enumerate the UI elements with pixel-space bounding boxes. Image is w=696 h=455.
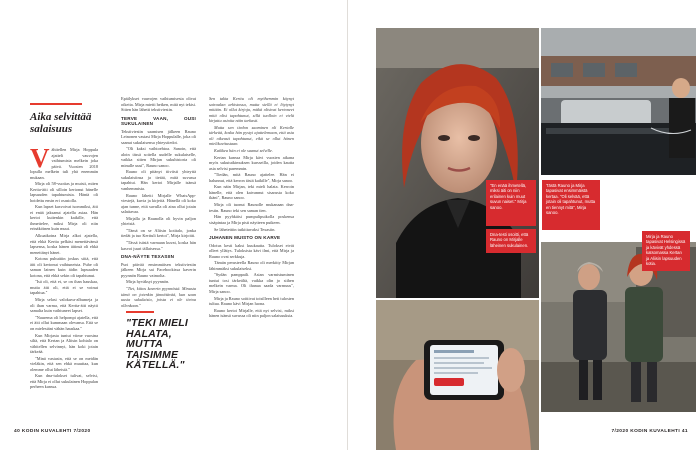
body-paragraph: Rauno kertoi Mirjalle, että nyt selvisi, miksi hänen isänsä suvussa oli niin paljon salaisuuksia.: [209, 307, 294, 319]
left-page: [0, 0, 348, 450]
body-paragraph: Mutta sen tiedon saaminen oli Kertalle tärkeää, koska hän pystyi ajattelemaan, että asia oli oikeasti tapahtunut, eikä se ollut hänen mielikuvitustaan.: [209, 124, 294, 147]
body-paragraph: Mirja hyväksyi pyynnön.: [126, 279, 170, 285]
body-paragraph: "Tiedän, mitä Rauno ajattelee. Hän ei halunnut, että kerron tästä kaikille", Mirja sanoo.: [209, 172, 294, 183]
body-paragraph: Kun Mirjasta tuntui viime vuosina siltä, että Kertan ja Aliisin kohtalo on vähitellen selvinnyt, hän koki jotain tärkeää.: [30, 332, 98, 354]
body-paragraph: Tekstiviestin saamisen jälkeen Rauno Leinonen vastasi Mirja Hoppulalle, joka oli saanut sukulaisensa yhteystiedot.: [121, 128, 196, 145]
column-1: [30, 143, 98, 391]
body-paragraph: Mirjalla ja Raunolla oli hyvin paljon yhteistä.: [121, 215, 196, 227]
pullquote-rule: [126, 311, 154, 313]
car-photo: [541, 28, 696, 175]
body-paragraph: Mirja selasi valokuva-albumeja ja oli ihan varma, että Kertta-äiti näytti samalta kuin vaihtuneet lapset.: [30, 297, 98, 314]
kicker-headline: Aika selvittää salaisuus: [30, 111, 92, 135]
page-folio-left: 40 KODIN KUVALEHTI 7/2020: [14, 429, 91, 434]
column-3: [209, 96, 294, 426]
body-paragraph: Hän pyyhkäisi pumpulipuikolla poskensa sisäpintaa ja Mirja pisti näytteen putkeen.: [209, 214, 294, 225]
body-paragraph: Rauno oli pitänyt tiiviisti yhteyttä sukulaisiinsa ja tietää, mitä suvussa tapahtui. Hän kertoi Mirjalle isänsä vanhemmista.: [121, 169, 196, 191]
body-paragraph: Kertan kanssa Mirja kävi vuosien aikana myös sukututkimuksen kursseilla, joiden kautta asia selvisi paremmin.: [209, 154, 294, 171]
body-paragraph: Puri päivää ensimmäisen tekstiviestin jälkeen Mirja sai Facebookissa kaverin pyynnön Rauno vaimolta.: [121, 261, 196, 278]
body-paragraph: "Isä oli, että et, se on ihan hauskaa, mutta äiti oli, että ei se voinut tapahtua.": [30, 279, 98, 296]
body-paragraph: Mirja ja Rauno soittivat toisilleen heti tulosten tultua. Rauno kävi Mirjan luona.: [209, 295, 294, 307]
pull-quote: "TEKI MIELI HALATA, MUTTA TAISIMME KÄTELLÄ.": [126, 317, 189, 371]
section-heading: DNA-NÄYTE TEXASIIN: [121, 254, 175, 260]
body-paragraph: Tämän perusteella Rauno oli merkitty Mirjan lähimmäksi sukulaiseksi.: [209, 260, 294, 271]
phone-photo: [376, 300, 539, 450]
body-paragraph: "Tämä on se Aliisin kotitalo, jonka tiedät ja tuo Kerttuli kertoi", Mirja kirjoitti.: [121, 227, 196, 239]
lede-paragraph: Vähitellen Mirja Hoppula ajatteli vauvojen vaihtumista melkein joka päivä. Vuosien 2018 lopulla melkein tuli yhä enemmän mukaan.: [30, 143, 98, 180]
right-page: [348, 0, 696, 450]
body-paragraph: "Tiet, kiitos kaverin pyynnöstä. Minusta tämä on jotenkin jännittävää, kun saan uusia sukulaisia, joista ei ole tietoa ollenkaan.": [121, 286, 196, 308]
section-heading: JUHANEN MUISTO ON KARVE: [209, 235, 281, 240]
body-paragraph: Kun näin Mirjan, teki mieli halata. Kerroin hänelle, että olen kaivannut sisarusta koko ikäni", Rauno sanoo.: [209, 184, 294, 201]
photo-caption-3: Dna-testi osoitti, että Rauno on Mirjalle läheinen sukulainen.: [486, 229, 536, 253]
kicker-rule: [30, 103, 82, 105]
body-paragraph: "Oli kaksi vaihtoehtoa. Sanoin, että aloin tässä soitella uudelle sukulaiselle, vaikka sitten Mirjan sukuhistoria oli minulle uusi", Rauno sanoo.: [121, 146, 196, 168]
body-paragraph: Sen takia Kerttu oli myöhemmin käynyt sairaalan arkistossa, mutta siellä ei löytynyt mitään. Ei ollut kirjoja, mitkä olisivat kertoneet mitä olisi tapahtunut, sillä tuolloin ei vielä kirjattu asioita näin tarkasti.: [209, 96, 294, 123]
car-illustration: [541, 28, 696, 175]
body-paragraph: Kun dna-tulokset tulivat, selvisi, että Mirja ei ollut sukulainen Hoppulan perheen kanssa.: [30, 373, 98, 390]
body-paragraph: Kaikkea hän ei ole saanut selville.: [214, 147, 273, 153]
photo-caption-4: Mirja ja Rauno tapasivat Helsingissä ja kävivät yhdessä katsomassa Kertan ja Aliisin lapsuuden kotia.: [642, 231, 690, 271]
body-paragraph: Alkuaikoina Mirja alkoi ajatella, että ehkä Kertta pelkäsi menettävänsä lapsensa, koska hänen äitinsä oli ehkä menettänyt hänet.: [30, 233, 98, 255]
photo-caption-1: "En enää ihmetellä, miksi äiti on niin erilainen kuin muut suvun naiset." Mirja sanoo.: [486, 180, 536, 226]
portrait-illustration: [376, 28, 539, 298]
body-paragraph: Se lähetettiin tutkittavaksi Texasiin.: [214, 226, 276, 232]
body-paragraph: Mirja oli 58-vuotias ja muisti, miten Kertta-äiti oli silloin kertonut hänelle lapsuuden tapahtumista. Häntä oli hoidettu ensin eri osastolla.: [30, 181, 98, 203]
page-folio-right: 7/2020 KODIN KUVALEHTI 41: [611, 429, 688, 434]
body-paragraph: Kun lapset kasvoivat isommiksi, äiti ei enää jaksanut ajatella asiaa. Hän kertoi kuitenkin kaikille, että ihmettelee, miksi Mirja oli niin erinäköinen kuin muut.: [30, 204, 98, 232]
phone-illustration: [376, 300, 539, 450]
body-paragraph: "Tässä isästä varmaan kuvat, koska hän kasvoi juuri tällaisessa.": [121, 240, 196, 251]
photo-caption-2: Tästä Rauno ja Mirja tapasivat ensimmäistä kertaa. "Oli selvää, että jotain oli tapahtunut, mutta en tiennyt mitä", Mirja sanoo.: [542, 180, 600, 230]
section-heading: TERVE VAAN, OUSI SUKULAINEN: [121, 115, 196, 126]
body-paragraph: Epäilykset vauvojen vaihtumisesta olivat oikeita. Mirja mietti hetken, mitä nyt tekisi. Sitten hän lähetti tekstiviestin.: [121, 96, 196, 112]
body-paragraph: Rauno lähetti Mirjalle WhatsApp-viestejä, kuvia ja kirjeitä. Hänellä oli koko ajan tunne, että suvulla oli aina ollut jotain salattavaa.: [121, 192, 196, 215]
body-paragraph: "Minä vastasin, että se on meidän vieläkin, että sen ehkä muuttaa, kun olemme ollut läheisiä.": [30, 355, 98, 372]
body-paragraph: Mirja oli tuonut Raunolle mukanaan dna-testin. Rauno teki sen saman tien.: [209, 202, 294, 213]
body-paragraph: "Sydän pamppaili. Asian varmistuminen tuntui tosi tärkeältä, vaikka olin jo siihen melkein varma. Oli ihanaa saada varmuus", Mirja sanoo.: [209, 272, 294, 294]
drop-cap: V: [30, 143, 50, 173]
column-2: [121, 96, 196, 308]
body-paragraph: Odotus kesti kaksi kuukautta. Tulokset eivät olleet yllätys. Tuloksista kävi ilmi, että Mirja ja Rauno ovat serkkuja.: [209, 242, 294, 259]
body-paragraph: "Naurema oli helpompi ajatella, että ei äiti ollut kummaan olevansa. Että se on mielestäni vähän hauskaa.": [30, 314, 98, 331]
portrait-photo: [376, 28, 539, 298]
body-paragraph: Kotona puhuttiin joskus siitä, että äiti oli kertonut vaihtuneista. Puhe oli saman lainen kuin äidin lapsuuden kotona, että ehkä sekin oli tapahtunut.: [30, 256, 98, 278]
